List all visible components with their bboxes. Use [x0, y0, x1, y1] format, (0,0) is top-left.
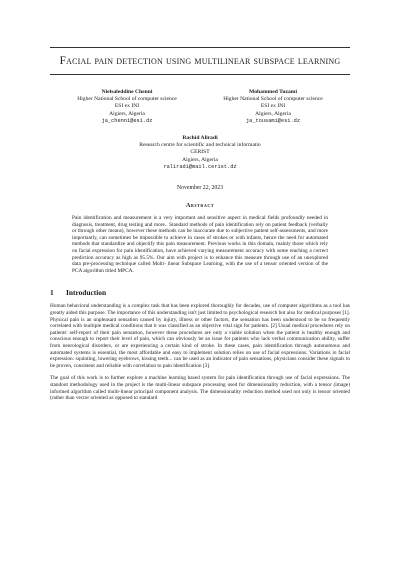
author-location: Algiers, Algeria [109, 110, 145, 117]
paper-date: November 22, 2023 [176, 185, 224, 192]
author-institution: ESI ex INI [260, 103, 286, 110]
body-paragraph: The goal of this work is to further explore a machine learning based system for pain identification through use of facial expressions. The standout methodology used in the project is the multi-linear subspace processing used for dimensionality reduction, with a tensor (image) informed algorithm called multi-linear principal component analysis. The dimensionality reduction method used not only is tensor oriented (rather than vector oriented as opposed to standard [50, 375, 350, 402]
body-paragraph: Human behavioral understanding is a complex task that has been explored thoroughly for decades, use of computer algorithms as a tool has greatly aided this purpose. The importance of this understanding isn't just limited to psychological research but also for medical purposes [1]. Physical pain is an unpleasant sensation caused by injury, illness or other factors, the sensation has been understood to be so frequently correlated with multiple medical conditions that it was classified as an objective vital sign for patients. [2] Usual medical procedures rely on patients' self-report of their pain sensation, however these procedures are only a viable solution when the patient is healthy enough and conscious enough to report their level of pain, which can obviously be an issue for patients who lack verbal communication ability, suffer from neurological disorders, or are experiencing a certain kind of stroke. In these cases, pain identification through autonomous and automated systems is essential, the most affordable and easy to implement solution relies on use of facial expressions. Variations in facial expression: squinting, lowering eyebrows, kissing teeth... can be used as an indicator of pain sensations, physicians consider these signals to be proven, consistent and reliable with correlation to pain identification [3]. [50, 303, 350, 369]
abstract-text: Pain identification and measurement is a very important and sensitive aspect in medical fields profoundly needed in diagnosis, treatment, drug testing and more.. Standard methods of pain identification rely on patient feedback (verbally or through other means), however these methods can be inaccurate due to subjective patient self-assessments, and more importantly, can sometimes be impossible to achieve in cases of strokes or with infants, hence the need for automated methods that standardize and objectify this pain measurement. Previous works in this domain, mainly those which rely on facial expression for pain identification, have achieved varying measurement accuracy with some reaching a correct prediction accuracy as high as 95.5%. Our aim with project is to enhance this measure through use of an unexplored data pre-processing technique called Multi- linear Subspace Learning, with the use of a tensor oriented version of the PCA algorithm titled MPCA. [72, 215, 328, 274]
author-institution: CERIST [190, 149, 210, 156]
title-bottom-rule [50, 74, 350, 75]
paper-title: Facial pain detection using multilinear subspace learning [59, 55, 341, 67]
author-location: Algiers, Algeria [255, 110, 291, 117]
author-affiliation: Higher National School of computer science [77, 96, 177, 103]
author-email: ja_tousami@esi.dz [245, 117, 301, 124]
authors-row [50, 89, 350, 125]
author-email: raliradi@mail.cerist.dz [163, 163, 237, 170]
author-institution: ESI ex INI [114, 103, 140, 110]
author-affiliation: Higher National School of computer science [223, 96, 323, 103]
author-location: Algiers, Algeria [182, 156, 218, 163]
section-title: Introduction [66, 288, 107, 298]
author-block-2 [208, 89, 338, 125]
author-affiliation: Research centre for scientific and technical informatio [139, 142, 261, 149]
author-block-1 [62, 89, 192, 125]
section-number: 1 [50, 288, 54, 298]
section-heading [50, 288, 350, 297]
author-block-3 [100, 135, 300, 171]
title-top-rule [50, 47, 350, 48]
paper-page [0, 47, 400, 565]
author-name: Mohammed Tuzami [248, 89, 298, 95]
abstract-heading: Abstract [185, 202, 215, 210]
author-email: ja_chenni@esi.dz [101, 117, 153, 124]
author-name: Rachid Aliradi [182, 135, 218, 142]
author-name: Nielsaleddine Chenni [101, 89, 153, 95]
